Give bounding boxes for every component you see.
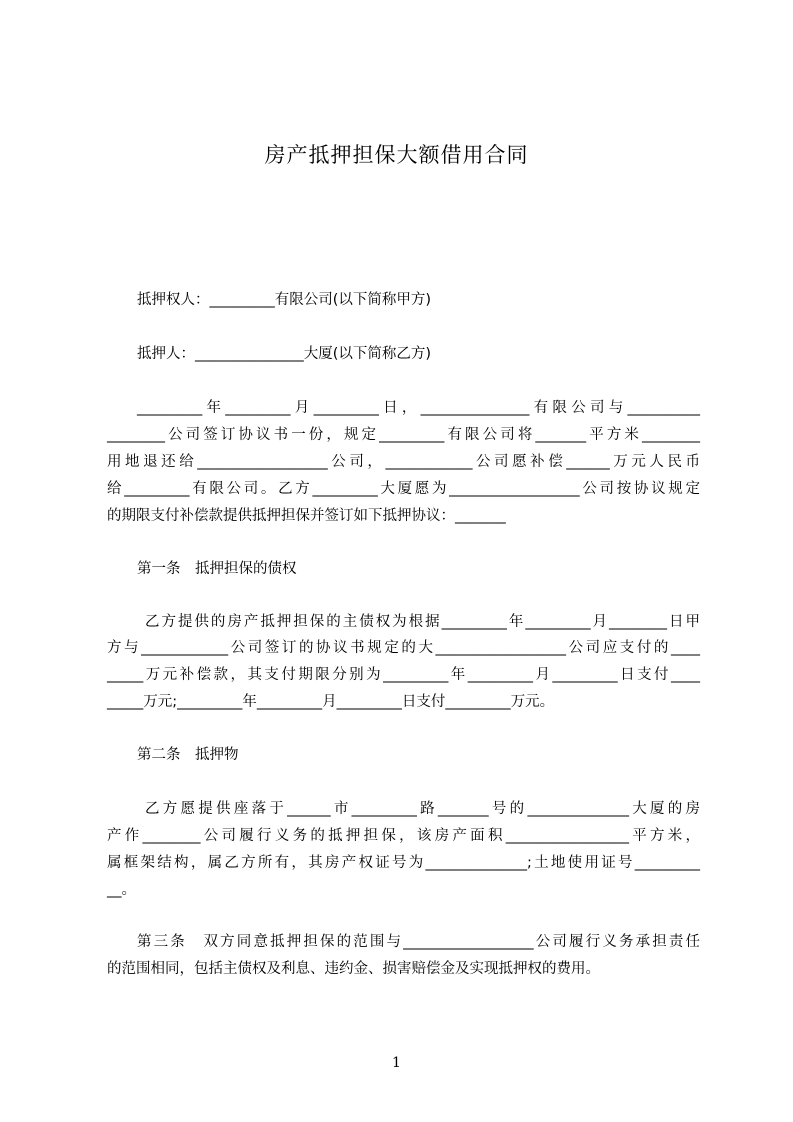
paragraph-line: 乙方提供的房产抵押担保的主债权为根据_________年_________月________日甲 bbox=[145, 614, 700, 630]
paragraph-line: 的范围相同，包括主债权及利息、违约金、损害赔偿金及实现抵押权的费用。 bbox=[107, 961, 600, 977]
mortgagor-line: 抵押人：_______________大厦(以下简称乙方) bbox=[137, 346, 432, 362]
paragraph-line: _____万元补偿款，其支付期限分别为_________年_________月_________日支付____ bbox=[107, 667, 700, 683]
paragraph-line: 属框架结构，属乙方所有，其房产权证号为______________;土地使用证号_________ bbox=[107, 855, 700, 871]
article-heading: 第三条 双方同意抵押担保的范围与__________________公司履行义务承担责任 bbox=[137, 934, 700, 950]
paragraph-line: 产作________公司履行义务的抵押担保，该房产面积_________________平方米， bbox=[107, 828, 700, 844]
paragraph-line: 的期限支付补偿款提供抵押担保并签订如下抵押协议：_______ bbox=[107, 508, 506, 524]
article-heading: 第一条 抵押担保的债权 bbox=[137, 561, 297, 577]
paragraph-line: _____万元;_________年_________月_________日支付_________万元。 bbox=[107, 694, 555, 710]
paragraph-line: _________年_________月_________日，_______________有限公司与__________ bbox=[137, 400, 700, 416]
paragraph-line: 给_________有限公司。乙方_________大厦愿为__________________公司按协议规定 bbox=[107, 481, 700, 497]
paragraph-line: 乙方愿提供座落于______市_________路_______号的______________大厦的房 bbox=[145, 801, 700, 817]
article-heading: 第二条 抵押物 bbox=[137, 747, 239, 763]
document-title: 房产抵押担保大额借用合同 bbox=[264, 143, 529, 167]
paragraph-line: ________公司签订协议书一份，规定_________有限公司将_______平方米________ bbox=[107, 427, 700, 443]
paragraph-line: 用地退还给__________________公司，____________公司愿补偿______万元人民币 bbox=[107, 454, 700, 470]
mortgagee-line: 抵押权人：_________有限公司(以下简称甲方) bbox=[137, 292, 432, 308]
paragraph-line: 方与____________公司签订的协议书规定的大__________________公司应支付的____ bbox=[107, 640, 700, 656]
paragraph-line: __。 bbox=[107, 882, 136, 898]
page-number: 1 bbox=[392, 1055, 401, 1071]
